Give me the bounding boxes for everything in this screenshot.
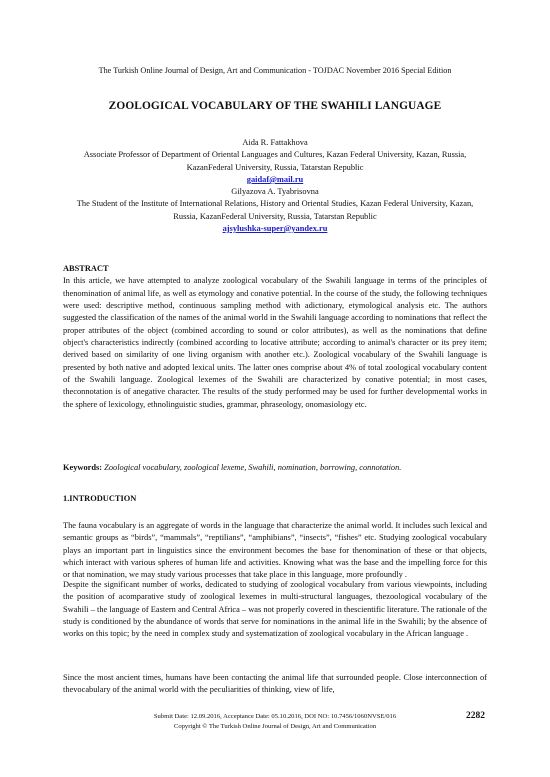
footer-copyright-line: Copyright © The Turkish Online Journal of Design, Art and Communication xyxy=(173,722,377,730)
introduction-heading: 1.INTRODUCTION xyxy=(63,494,137,503)
abstract-heading: ABSTRACT xyxy=(63,264,109,273)
author-affiliation: The Student of the Institute of International Relations, History and Oriental Studies, Kazan Federal University, Kazan, Russia, KazanFederal University, Russia, Tatarstan Republic xyxy=(76,199,474,221)
intro-paragraph-3: Since the most ancient times, humans have been contacting the animal life that surrounded people. Close interconnection of thevocabulary of the animal world with the peculiarities of thinking, view of life, xyxy=(63,673,487,695)
paper-title: ZOOLOGICAL VOCABULARY OF THE SWAHILI LANGUAGE xyxy=(108,100,442,112)
author-affiliation: Associate Professor of Department of Oriental Languages and Cultures, Kazan Federal University, Kazan, Russia, KazanFederal University, Russia, Tatarstan Republic xyxy=(83,150,467,172)
author-block-2 xyxy=(66,186,484,235)
author-block-1 xyxy=(66,137,484,186)
page-number: 2282 xyxy=(466,711,485,721)
author-email-link[interactable]: ajsylushka-super@yandex.ru xyxy=(222,223,328,233)
author-name: Aida R. Fattakhova xyxy=(242,138,308,147)
keywords-text: Zoological vocabulary, zoological lexeme, Swahili, nomination, borrowing, connotation. xyxy=(104,463,402,472)
abstract-section xyxy=(63,263,487,411)
intro-paragraph-1: The fauna vocabulary is an aggregate of words in the language that characterize the animal world. It includes such lexical and semantic groups as “birds”, “mammals”, “reptilians”, “amphibians”, “insects”, “fishes” etc. Studying zoological vocabulary plays an important part in linguistics since the environment becomes the base for thenomination of these or that objects, which interact with various spheres of human life and activities. Knowing what was the base and the impelling force for this or that nomination, we may study various processes that take place in this language, more profoundly . xyxy=(63,521,487,580)
abstract-text: In this article, we have attempted to analyze zoological vocabulary of the Swahili language in terms of the principles of thenomination of animal life, as well as etymology and conative potential. In the course of the study, the following techniques were used: descriptive method, continuous sampling method with adictionary, etymological analysis etc. The authors suggested the classification of the names of the animal world in the Swahili language according to nominations that reflect the proper attributes of the object (combined according to sound or color attributes), as well as the nominations that define object's characteristics indirectly (combined according to locative attribute; according to animal's character or its prey item; derived based on similarity of one living organism with another etc.). Zoological vocabulary of the Swahili language is presented by both native and adopted lexical units. The latter ones comprise about 4% of total zoological vocabulary content of the Swahili language. Zoological lexemes of the Swahili are characterized by conative potential; in most cases, theconnotation is of anegative character. The results of the study performed may be used for further developmental works in the sphere of lexicology, ethnolinguistic studies, grammar, phraseology, onomasiology etc. xyxy=(63,276,487,409)
intro-paragraph-2: Despite the significant number of works, dedicated to studying of zoological vocabulary from various viewpoints, including the position of acomparative study of zoological lexemes in multi-structural languages, thezoological vocabulary of the Swahili – the language of Eastern and Central Africa – was not properly covered in thescientific literature. The rationale of the study is conditioned by the abundance of words that serve for nominations in the animal life in the Swahili; by the absence of works on this topic; by the need in complex study and systematization of zoological vocabulary in the African language . xyxy=(63,580,487,639)
author-email-link[interactable]: gaidaf@mail.ru xyxy=(246,174,304,184)
author-name: Gilyazova A. Tyabrisovna xyxy=(231,187,319,196)
keywords-label: Keywords: xyxy=(63,463,103,472)
keywords-section xyxy=(63,462,487,474)
journal-header: The Turkish Online Journal of Design, Art and Communication - TOJDAC November 2016 Special Edition xyxy=(98,66,452,75)
footer-submission-line: Submit Date: 12.09.2016, Acceptance Date: 05.10.2016, DOI NO: 10.7456/1060NVSE/016 xyxy=(153,713,397,720)
